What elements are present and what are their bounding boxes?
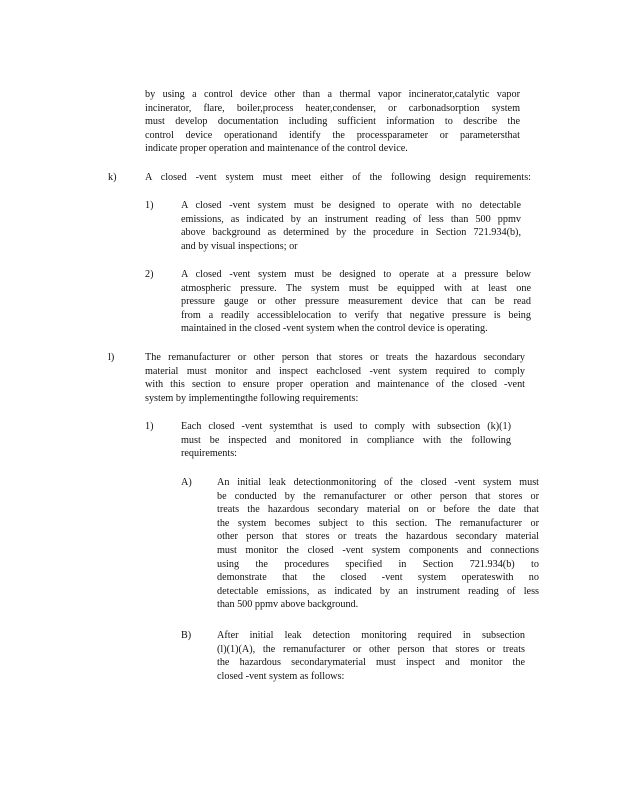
text-line: pressure gauge or other pressure measurement device that can be read (181, 296, 531, 308)
text-line: An initial leak detectionmonitoring of the closed -vent system must (217, 477, 539, 488)
text-line: must be inspected and monitored in compliance with the following (181, 434, 511, 446)
text-line: from a readily accessiblelocation to verify that negative pressure is being (181, 309, 531, 321)
item-l1a-label: A) (181, 477, 192, 488)
text-line: must develop documentation including sufficient information to describe the (145, 116, 520, 128)
text-line: A closed -vent system must be designed to operate with no detectable (181, 200, 521, 211)
text-line: and by visual inspections; or (181, 240, 298, 252)
item-l1b-label: B) (181, 630, 192, 641)
text-line: incinerator, flare, boiler,process heater,condenser, or carbonadsorption system (145, 102, 520, 114)
text-line: The remanufacturer or other person that stores or treats the hazardous secondary (145, 352, 525, 363)
text-line: other person that stores or treats the hazardous secondary material (217, 531, 539, 543)
text-line: be conducted by the remanufacturer or other person that stores or (217, 490, 539, 502)
text-line: treats the hazardous secondary material on or before the date that (217, 504, 539, 516)
text-line: (l)(1)(A), the remanufacturer or other person that stores or treats (217, 643, 525, 655)
text-line: system by implementingthe following requirements: (145, 392, 359, 404)
text-line: A closed -vent system must be designed to operate at a pressure below (181, 269, 531, 280)
text-line: requirements: (181, 448, 238, 460)
text-line: indicate proper operation and maintenance of the control device. (145, 143, 408, 155)
text-line: the hazardous secondarymaterial must inspect and monitor the (217, 657, 525, 669)
item-k2-label: 2) (145, 269, 154, 280)
text-line: by using a control device other than a thermal vapor incinerator,catalytic vapor (145, 89, 520, 100)
text-line: detectable emissions, as indicated by an instrument reading of less (217, 585, 539, 597)
item-l1-label: 1) (145, 421, 154, 432)
text-line: emissions, as indicated by an instrument reading of less than 500 ppmv (181, 213, 521, 225)
item-l1-text (181, 420, 511, 461)
text-line: Each closed -vent systemthat is used to comply with subsection (k)(1) (181, 421, 511, 432)
text-line: with this section to ensure proper operation and maintenance of the closed -vent (145, 379, 525, 391)
item-l-text (145, 351, 525, 405)
item-k2-text (181, 268, 531, 336)
item-k-label: k) (108, 172, 117, 183)
text-line: the system becomes subject to this section. The remanufacturer or (217, 517, 539, 529)
intro-paragraph (145, 88, 520, 156)
text-line: using the procedures specified in Section 721.934(b) to (217, 558, 539, 570)
text-line: material must monitor and inspect eachclosed -vent system required to comply (145, 365, 525, 377)
item-k-text (145, 171, 531, 185)
text-line: above background as determined by the procedure in Section 721.934(b), (181, 227, 521, 239)
text-line: demonstrate that the closed -vent system operateswith no (217, 572, 539, 584)
text-line: than 500 ppmv above background. (217, 599, 359, 611)
text-line: closed -vent system as follows: (217, 670, 345, 682)
item-l-label: l) (108, 352, 115, 363)
text-line: maintained in the closed -vent system when the control device is operating. (181, 323, 488, 335)
item-k1-text (181, 199, 521, 253)
item-l1b-text (217, 629, 525, 683)
item-l1a-text (217, 476, 539, 612)
text-line: After initial leak detection monitoring required in subsection (217, 630, 525, 641)
item-k1-label: 1) (145, 200, 154, 211)
text-line: A closed -vent system must meet either of the following design requirements: (145, 172, 531, 183)
text-line: control device operationand identify the processparameter or parametersthat (145, 129, 520, 141)
text-line: must monitor the closed -vent system components and connections (217, 544, 539, 556)
text-line: atmospheric pressure. The system must be equipped with at least one (181, 282, 531, 294)
